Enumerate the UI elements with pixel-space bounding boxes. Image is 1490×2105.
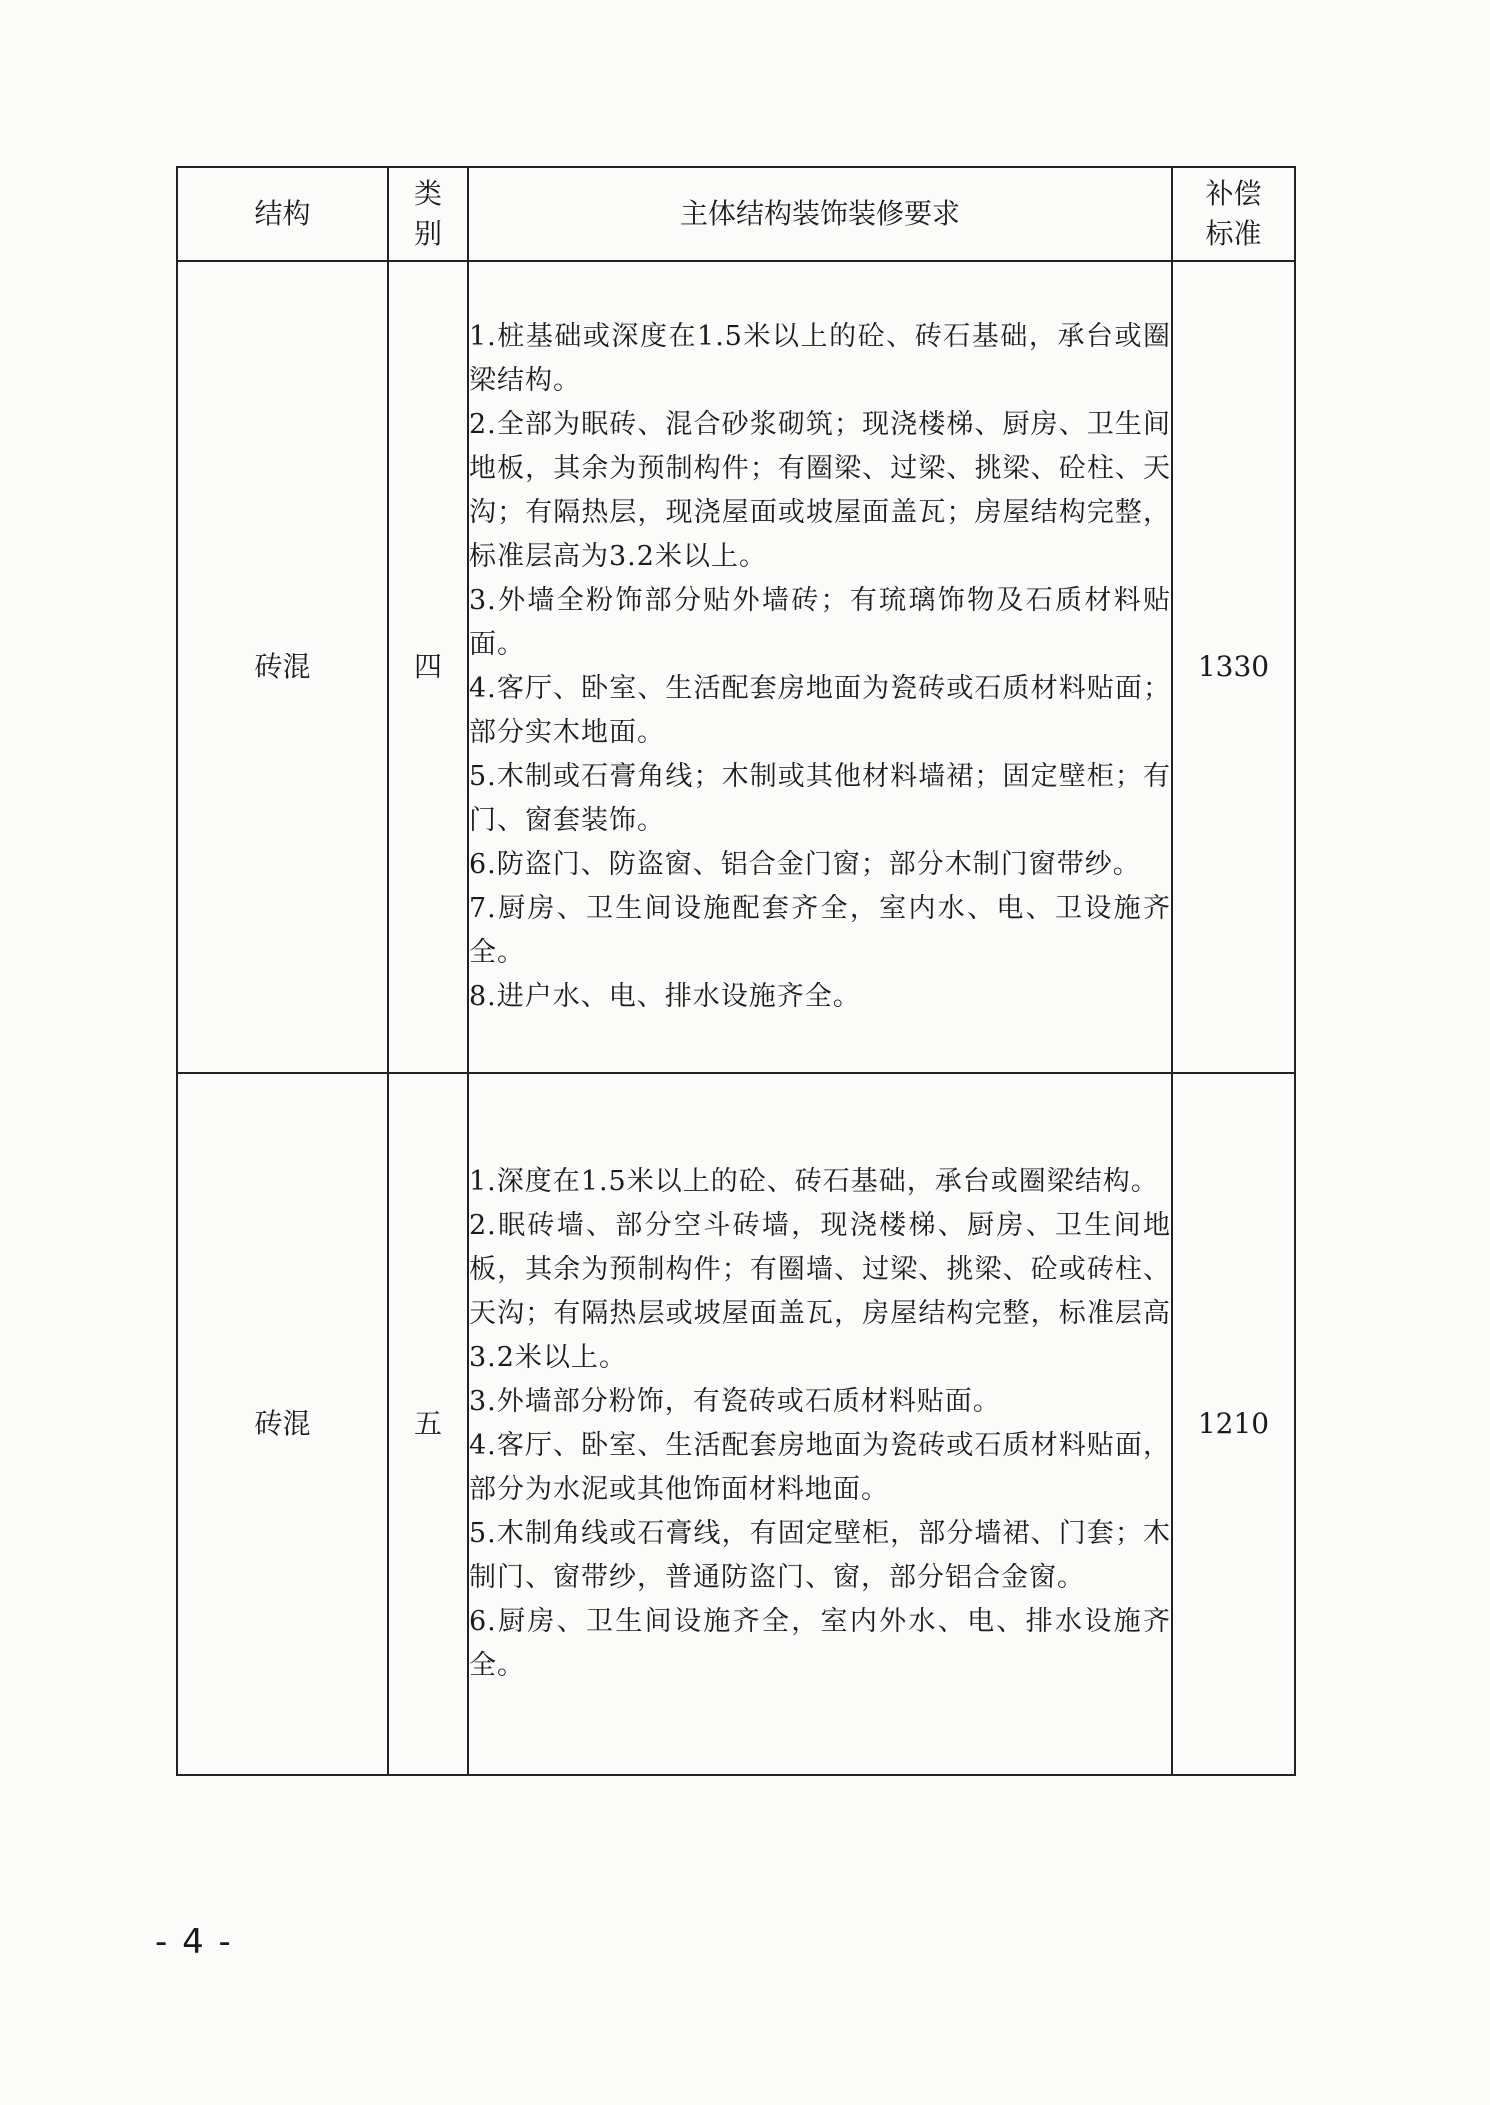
table-row bbox=[177, 261, 1295, 1073]
compensation-cell: 1330 bbox=[1172, 261, 1295, 1073]
requirement-item: 3.外墙全粉饰部分贴外墙砖；有琉璃饰物及石质材料贴面。 bbox=[469, 585, 1171, 660]
requirement-item: 1.深度在1.5米以上的砼、砖石基础，承台或圈梁结构。 bbox=[469, 1166, 1159, 1197]
header-compensation bbox=[1172, 167, 1295, 261]
header-structure: 结构 bbox=[177, 167, 388, 261]
requirement-item: 4.客厅、卧室、生活配套房地面为瓷砖或石质材料贴面；部分实木地面。 bbox=[469, 673, 1171, 748]
table-row bbox=[177, 1073, 1295, 1775]
requirement-item: 8.进户水、电、排水设施齐全。 bbox=[469, 981, 861, 1012]
requirement-item: 2.全部为眠砖、混合砂浆砌筑；现浇楼梯、厨房、卫生间地板，其余为预制构件；有圈梁、过梁、挑梁、砼柱、天沟；有隔热层，现浇屋面或坡屋面盖瓦；房屋结构完整，标准层高为3.2米以上。 bbox=[469, 409, 1171, 572]
category-cell: 四 bbox=[388, 261, 468, 1073]
requirement-item: 2.眠砖墙、部分空斗砖墙，现浇楼梯、厨房、卫生间地板，其余为预制构件；有圈墙、过梁、挑梁、砼或砖柱、天沟；有隔热层或坡屋面盖瓦，房屋结构完整，标准层高3.2米以上。 bbox=[469, 1210, 1171, 1373]
table-header-row bbox=[177, 167, 1295, 261]
requirement-item: 6.防盗门、防盗窗、铝合金门窗；部分木制门窗带纱。 bbox=[469, 849, 1141, 880]
requirement-item: 6.厨房、卫生间设施齐全，室内外水、电、排水设施齐全。 bbox=[469, 1606, 1171, 1681]
header-compensation-line-2: 标准 bbox=[1205, 217, 1262, 250]
requirement-item: 4.客厅、卧室、生活配套房地面为瓷砖或石质材料贴面，部分为水泥或其他饰面材料地面。 bbox=[469, 1430, 1171, 1505]
header-category-line-2: 别 bbox=[413, 217, 442, 250]
structure-cell: 砖混 bbox=[177, 261, 388, 1073]
structure-cell: 砖混 bbox=[177, 1073, 388, 1775]
compensation-standard-table bbox=[176, 166, 1296, 1776]
compensation-cell: 1210 bbox=[1172, 1073, 1295, 1775]
requirement-item: 3.外墙部分粉饰，有瓷砖或石质材料贴面。 bbox=[469, 1386, 1001, 1417]
header-category-line-1: 类 bbox=[413, 177, 442, 210]
page-number: - 4 - bbox=[155, 1922, 233, 1962]
header-compensation-line-1: 补偿 bbox=[1205, 177, 1262, 210]
requirement-item: 5.木制或石膏角线；木制或其他材料墙裙；固定壁柜；有门、窗套装饰。 bbox=[469, 761, 1171, 836]
requirement-item: 5.木制角线或石膏线，有固定壁柜，部分墙裙、门套；木制门、窗带纱，普通防盗门、窗，部分铝合金窗。 bbox=[469, 1518, 1171, 1593]
header-requirements: 主体结构装饰装修要求 bbox=[468, 167, 1172, 261]
category-cell: 五 bbox=[388, 1073, 468, 1775]
requirement-item: 7.厨房、卫生间设施配套齐全，室内水、电、卫设施齐全。 bbox=[469, 893, 1171, 968]
requirements-cell bbox=[468, 261, 1172, 1073]
requirements-cell bbox=[468, 1073, 1172, 1775]
header-category bbox=[388, 167, 468, 261]
requirement-item: 1.桩基础或深度在1.5米以上的砼、砖石基础，承台或圈梁结构。 bbox=[469, 321, 1171, 396]
